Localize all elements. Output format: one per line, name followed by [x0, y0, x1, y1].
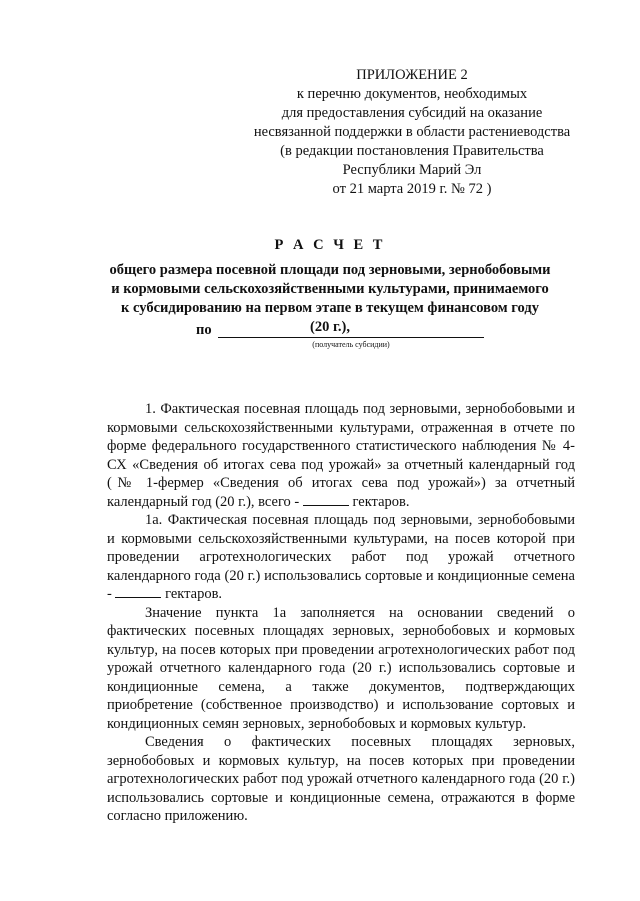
recipient-blank-line — [218, 337, 484, 338]
heading-line: к субсидированию на первом этапе в текущем финансовом году — [121, 300, 539, 316]
annex-line: Республики Марий Эл — [342, 162, 482, 178]
annex-title: ПРИЛОЖЕНИЕ 2 — [356, 67, 468, 83]
paragraph-1a-text: 1а. Фактическая посевная площадь под зерновыми, зернобобовыми и кормовыми сельскохозяйственными культурами, на посев которой при проведении агротехнологических работ под урожай отчетного календарного года (20 г.) использовались сортовые и кондиционные семена - — [107, 512, 575, 602]
annex-header — [200, 66, 624, 199]
annex-line: (в редакции постановления Правительства — [280, 143, 544, 159]
recipient-caption: (получатель субсидии) — [312, 340, 390, 349]
annex-line: для предоставления субсидий на оказание — [281, 105, 543, 121]
annex-line: к перечню документов, необходимых — [296, 86, 528, 102]
paragraph-1-unit: гектаров. — [352, 493, 410, 510]
heading-word: Р А С Ч Е Т — [274, 237, 386, 253]
document-heading — [40, 236, 620, 337]
annex-line: несвязанной поддержки в области растениеводства — [253, 124, 571, 140]
paragraph-3: Значение пункта 1а заполняется на основании сведений о фактических посевных площадях зерновых, зернобобовых и кормовых культур, на посев которых при проведении агротехнологических работ под урожай отчетного календарного года (20 г.) использовались сортовые и кондиционные семена, а также документов, подтверждающих приобретение (собственное производство) и использование сортовых и кондиционных семян зерновых, зернобобовых и кормовых культур. — [107, 604, 575, 732]
recipient-prefix: по — [196, 322, 212, 338]
paragraph-1a — [107, 511, 575, 604]
document-body — [107, 400, 575, 826]
heading-year-line: (20 г.), — [310, 319, 350, 335]
paragraph-1 — [107, 400, 575, 511]
paragraph-4: Сведения о фактических посевных площадях зерновых, зернобобовых и кормовых культур, на посев которых при проведении агротехнологических работ под урожай отчетного календарного года (20 г.) использовались сортовые и кондиционные семена, отражаются в форме согласно приложению. — [107, 734, 575, 824]
paragraph-1-text: 1. Фактическая посевная площадь под зерновыми, зернобобовыми и кормовыми сельскохозяйственными культурами, отраженная в отчете по форме федерального государственного статистического наблюдения № 4-СХ «Сведения об итогах сева под урожай» за отчетный календарный год (№ 1-фермер «Сведения об итогах сева под урожай») за отчетный календарный год (20 г.), всего - — [107, 401, 575, 510]
blank-field — [115, 585, 161, 598]
blank-field — [303, 493, 349, 506]
heading-line: и кормовыми сельскохозяйственными культурами, принимаемого — [111, 281, 549, 297]
paragraph-1a-unit: гектаров. — [165, 586, 223, 602]
annex-date-line: от 21 марта 2019 г. № 72 ) — [332, 181, 492, 197]
heading-line: общего размера посевной площади под зерновыми, зернобобовыми — [109, 262, 551, 278]
